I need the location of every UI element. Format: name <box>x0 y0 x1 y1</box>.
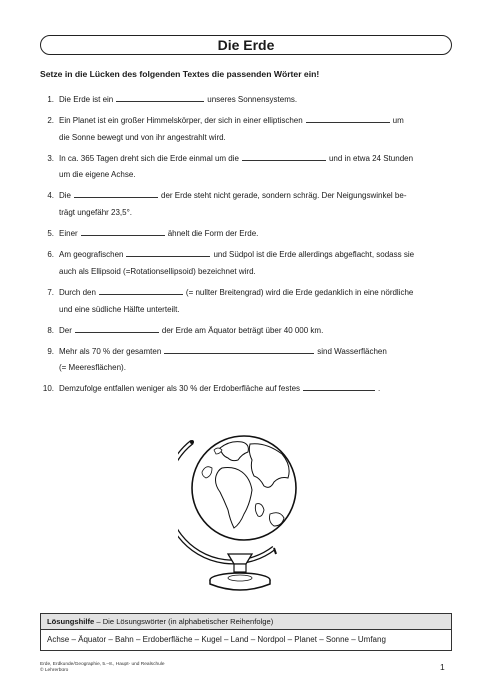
answer-blank[interactable] <box>164 344 314 354</box>
globe-icon <box>178 420 303 595</box>
task-number: 2. <box>47 116 54 126</box>
task-number: 1. <box>47 95 54 104</box>
task-number: 5. <box>47 229 54 239</box>
task-text: ähnelt die Form der Erde. <box>167 229 259 239</box>
answer-blank[interactable] <box>126 247 210 257</box>
task-item-7 <box>40 285 452 318</box>
task-text: Ein Planet ist ein großer Himmelskörper, der sich in einer elliptischen <box>59 116 303 126</box>
task-text: (= Meeresflächen). <box>59 363 126 373</box>
task-text: auch als Ellipsoid (=Rotationsellipsoid) bezeichnet wird. <box>59 266 256 276</box>
task-text: der Erde am Äquator beträgt über 40 000 km. <box>161 325 324 335</box>
task-text: Durch den <box>59 287 96 297</box>
task-text: sind Wasserflächen <box>317 346 387 356</box>
page-number: 1 <box>440 662 445 672</box>
answer-blank[interactable] <box>303 381 375 391</box>
task-text: und Südpol ist die Erde allerdings abgeflacht, sodass sie <box>213 250 415 260</box>
task-number: 4. <box>47 191 54 201</box>
hint-label: Lösungshilfe <box>47 617 95 626</box>
task-item-5 <box>40 226 452 243</box>
task-number: 7. <box>47 287 54 297</box>
task-item-6 <box>40 247 452 280</box>
footer-line-1: Erde, Erdkunde/Geographie, 5.–8., Haupt- und Realschule <box>40 662 165 667</box>
task-number: 8. <box>47 325 54 335</box>
answer-blank[interactable] <box>306 113 390 123</box>
answer-blank[interactable] <box>81 226 165 236</box>
answer-blank[interactable] <box>75 323 159 333</box>
solution-hint-box <box>40 613 452 651</box>
page-title: Die Erde <box>217 37 275 53</box>
task-item-2 <box>40 113 452 146</box>
task-item-1 <box>40 92 452 109</box>
hint-header <box>41 614 451 630</box>
task-text: Am geografischen <box>59 250 124 260</box>
task-text: In ca. 365 Tagen dreht sich die Erde einmal um die <box>59 153 239 163</box>
task-item-9 <box>40 344 452 377</box>
hint-word-list: Achse – Äquator – Bahn – Erdoberfläche – Kugel – Land – Nordpol – Planet – Sonne – Umfang <box>47 635 386 644</box>
task-item-4 <box>40 188 452 221</box>
answer-blank[interactable] <box>74 188 158 198</box>
answer-blank[interactable] <box>99 285 183 295</box>
globe-illustration <box>178 420 303 595</box>
task-text: . <box>378 384 381 394</box>
task-text: der Erde steht nicht gerade, sondern schräg. Der Neigungswinkel be- <box>161 191 407 201</box>
task-text: Der <box>59 325 72 335</box>
answer-blank[interactable] <box>242 151 326 161</box>
task-number: 10. <box>42 384 54 394</box>
task-text: Mehr als 70 % der gesamten <box>59 346 162 356</box>
task-number: 9. <box>47 346 54 356</box>
task-text: (= nullter Breitengrad) wird die Erde gedanklich in eine nördliche <box>185 287 414 297</box>
task-item-8 <box>40 323 452 340</box>
task-text: und eine südliche Hälfte unterteilt. <box>59 304 180 314</box>
task-number: 6. <box>47 250 54 260</box>
task-text: trägt ungefähr 23,5°. <box>59 208 133 218</box>
footer-line-2: © Lehrerbüro <box>40 668 69 673</box>
task-text: Demzufolge entfallen weniger als 30 % der Erdoberfläche auf festes <box>59 384 301 394</box>
task-list <box>40 92 452 403</box>
title-bar <box>40 35 452 55</box>
task-text: und in etwa 24 Stunden <box>328 153 414 163</box>
task-text: um die eigene Achse. <box>59 170 136 180</box>
task-text: Die Erde ist ein <box>59 95 114 104</box>
task-text: um <box>392 116 404 126</box>
task-number: 3. <box>47 153 54 163</box>
task-text: unseres Sonnensystems. <box>207 95 298 104</box>
task-text: die Sonne bewegt und von ihr angestrahlt wird. <box>59 132 226 142</box>
task-item-10 <box>40 381 452 398</box>
answer-blank[interactable] <box>116 92 204 102</box>
task-text: Die <box>59 191 72 201</box>
task-item-3 <box>40 151 452 184</box>
instruction-text: Setze in die Lücken des folgenden Textes die passenden Wörter ein! <box>40 69 320 79</box>
task-text: Einer <box>59 229 78 239</box>
footer <box>40 662 165 674</box>
hint-description: – Die Lösungswörter (in alphabetischer Reihenfolge) <box>94 617 274 626</box>
